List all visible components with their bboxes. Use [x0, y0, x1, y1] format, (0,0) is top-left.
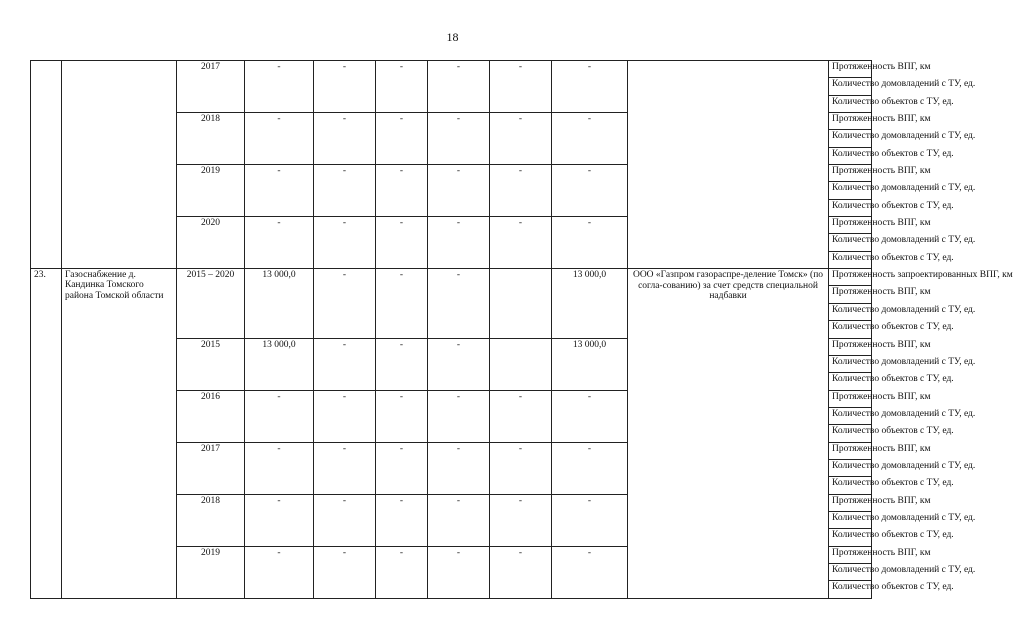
funding-cell: - — [376, 113, 428, 165]
indicator-name: Протяженность ВПГ, км — [829, 165, 872, 182]
year-cell: 2019 — [177, 546, 245, 598]
funding-cell: - — [314, 113, 376, 165]
year-cell: 2020 — [177, 217, 245, 269]
funding-cell: - — [314, 217, 376, 269]
indicator-name: Количество домовладений с ТУ, ед. — [829, 234, 872, 251]
funding-cell: - — [428, 61, 490, 113]
indicator-name: Количество объектов с ТУ, ед. — [829, 199, 872, 216]
total-cell: - — [245, 217, 314, 269]
indicator-name: Количество домовладений с ТУ, ед. — [829, 303, 872, 320]
funding-cell: - — [552, 217, 628, 269]
funding-cell: - — [552, 61, 628, 113]
year-cell: 2017 — [177, 442, 245, 494]
indicator-name: Количество объектов с ТУ, ед. — [829, 529, 872, 546]
funding-cell: - — [314, 61, 376, 113]
indicator-name: Количество домовладений с ТУ, ед. — [829, 511, 872, 528]
indicator-name: Протяженность ВПГ, км — [829, 442, 872, 459]
total-cell: - — [245, 61, 314, 113]
funding-cell: - — [428, 546, 490, 598]
indicator-name: Протяженность ВПГ, км — [829, 113, 872, 130]
funding-cell: - — [428, 338, 490, 390]
funding-cell: - — [314, 390, 376, 442]
funding-cell: - — [428, 113, 490, 165]
funding-cell: - — [490, 217, 552, 269]
funding-cell: - — [314, 494, 376, 546]
indicator-name: Количество объектов с ТУ, ед. — [829, 251, 872, 268]
table-row — [31, 61, 872, 78]
indicator-name: Протяженность запроектированных ВПГ, км — [829, 269, 872, 286]
funding-cell: - — [428, 390, 490, 442]
funding-cell — [490, 338, 552, 390]
funding-cell: - — [552, 442, 628, 494]
funding-cell: - — [428, 442, 490, 494]
funding-cell: - — [376, 390, 428, 442]
item-title — [62, 61, 177, 269]
funding-cell: - — [490, 546, 552, 598]
funding-cell — [490, 269, 552, 338]
indicator-name: Протяженность ВПГ, км — [829, 390, 872, 407]
funding-cell: - — [490, 61, 552, 113]
indicator-name: Протяженность ВПГ, км — [829, 546, 872, 563]
funding-cell: - — [376, 546, 428, 598]
year-cell: 2018 — [177, 494, 245, 546]
indicator-name: Количество объектов с ТУ, ед. — [829, 95, 872, 112]
indicator-name: Количество домовладений с ТУ, ед. — [829, 182, 872, 199]
funding-cell: - — [552, 165, 628, 217]
funding-cell: - — [376, 217, 428, 269]
funding-cell: - — [376, 338, 428, 390]
funding-cell: - — [314, 165, 376, 217]
indicator-name: Количество домовладений с ТУ, ед. — [829, 355, 872, 372]
funding-cell: - — [552, 494, 628, 546]
indicator-name: Количество домовладений с ТУ, ед. — [829, 563, 872, 580]
indicator-name: Протяженность ВПГ, км — [829, 494, 872, 511]
funding-cell: - — [428, 269, 490, 338]
funding-cell: - — [428, 217, 490, 269]
indicator-name: Количество объектов с ТУ, ед. — [829, 147, 872, 164]
year-cell: 2017 — [177, 61, 245, 113]
funding-cell: - — [490, 442, 552, 494]
item-number — [31, 61, 62, 269]
total-cell: - — [245, 390, 314, 442]
funding-cell: - — [314, 338, 376, 390]
funding-cell: - — [428, 165, 490, 217]
indicator-name: Количество объектов с ТУ, ед. — [829, 425, 872, 442]
funding-cell: - — [314, 442, 376, 494]
funding-cell: - — [376, 494, 428, 546]
indicator-name: Количество домовладений с ТУ, ед. — [829, 130, 872, 147]
funding-cell: - — [376, 165, 428, 217]
funding-cell: - — [490, 165, 552, 217]
page-number: 18 — [446, 30, 459, 44]
indicator-name: Количество объектов с ТУ, ед. — [829, 581, 872, 598]
year-cell: 2016 — [177, 390, 245, 442]
indicator-name: Протяженность ВПГ, км — [829, 338, 872, 355]
indicator-name: Количество домовладений с ТУ, ед. — [829, 407, 872, 424]
indicator-name: Протяженность ВПГ, км — [829, 286, 872, 303]
funding-cell: - — [376, 269, 428, 338]
year-cell: 2018 — [177, 113, 245, 165]
program-table — [30, 60, 1013, 599]
funding-cell: - — [314, 546, 376, 598]
funding-cell: - — [314, 269, 376, 338]
total-cell: 13 000,0 — [245, 338, 314, 390]
year-cell: 2015 — [177, 338, 245, 390]
total-cell: - — [245, 494, 314, 546]
indicator-name: Количество домовладений с ТУ, ед. — [829, 78, 872, 95]
executor-cell — [628, 61, 829, 269]
funding-cell: - — [490, 113, 552, 165]
total-cell: - — [245, 165, 314, 217]
funding-cell: - — [552, 546, 628, 598]
indicator-name: Протяженность ВПГ, км — [829, 217, 872, 234]
funding-cell: - — [552, 390, 628, 442]
total-cell: - — [245, 113, 314, 165]
indicator-name: Количество объектов с ТУ, ед. — [829, 373, 872, 390]
indicator-name: Протяженность ВПГ, км — [829, 61, 872, 78]
total-cell: 13 000,0 — [245, 269, 314, 338]
indicator-name: Количество объектов с ТУ, ед. — [829, 321, 872, 338]
total-cell: - — [245, 546, 314, 598]
item-number: 23. — [31, 269, 62, 599]
funding-cell: 13 000,0 — [552, 269, 628, 338]
executor-cell: ООО «Газпром газораспре-деление Томск» (по согла-сованию) за счет средств специальной надбавки — [628, 269, 829, 599]
funding-cell: - — [376, 61, 428, 113]
funding-cell: - — [428, 494, 490, 546]
indicator-name: Количество домовладений с ТУ, ед. — [829, 459, 872, 476]
indicator-name: Количество объектов с ТУ, ед. — [829, 477, 872, 494]
item-title: Газоснабжение д. Кандинка Томского района Томской области — [62, 269, 177, 599]
funding-cell: - — [552, 113, 628, 165]
table-row — [31, 269, 872, 286]
funding-cell: - — [376, 442, 428, 494]
year-cell: 2019 — [177, 165, 245, 217]
total-cell: - — [245, 442, 314, 494]
year-cell: 2015 – 2020 — [177, 269, 245, 338]
funding-cell: - — [490, 390, 552, 442]
funding-cell: - — [490, 494, 552, 546]
funding-cell: 13 000,0 — [552, 338, 628, 390]
